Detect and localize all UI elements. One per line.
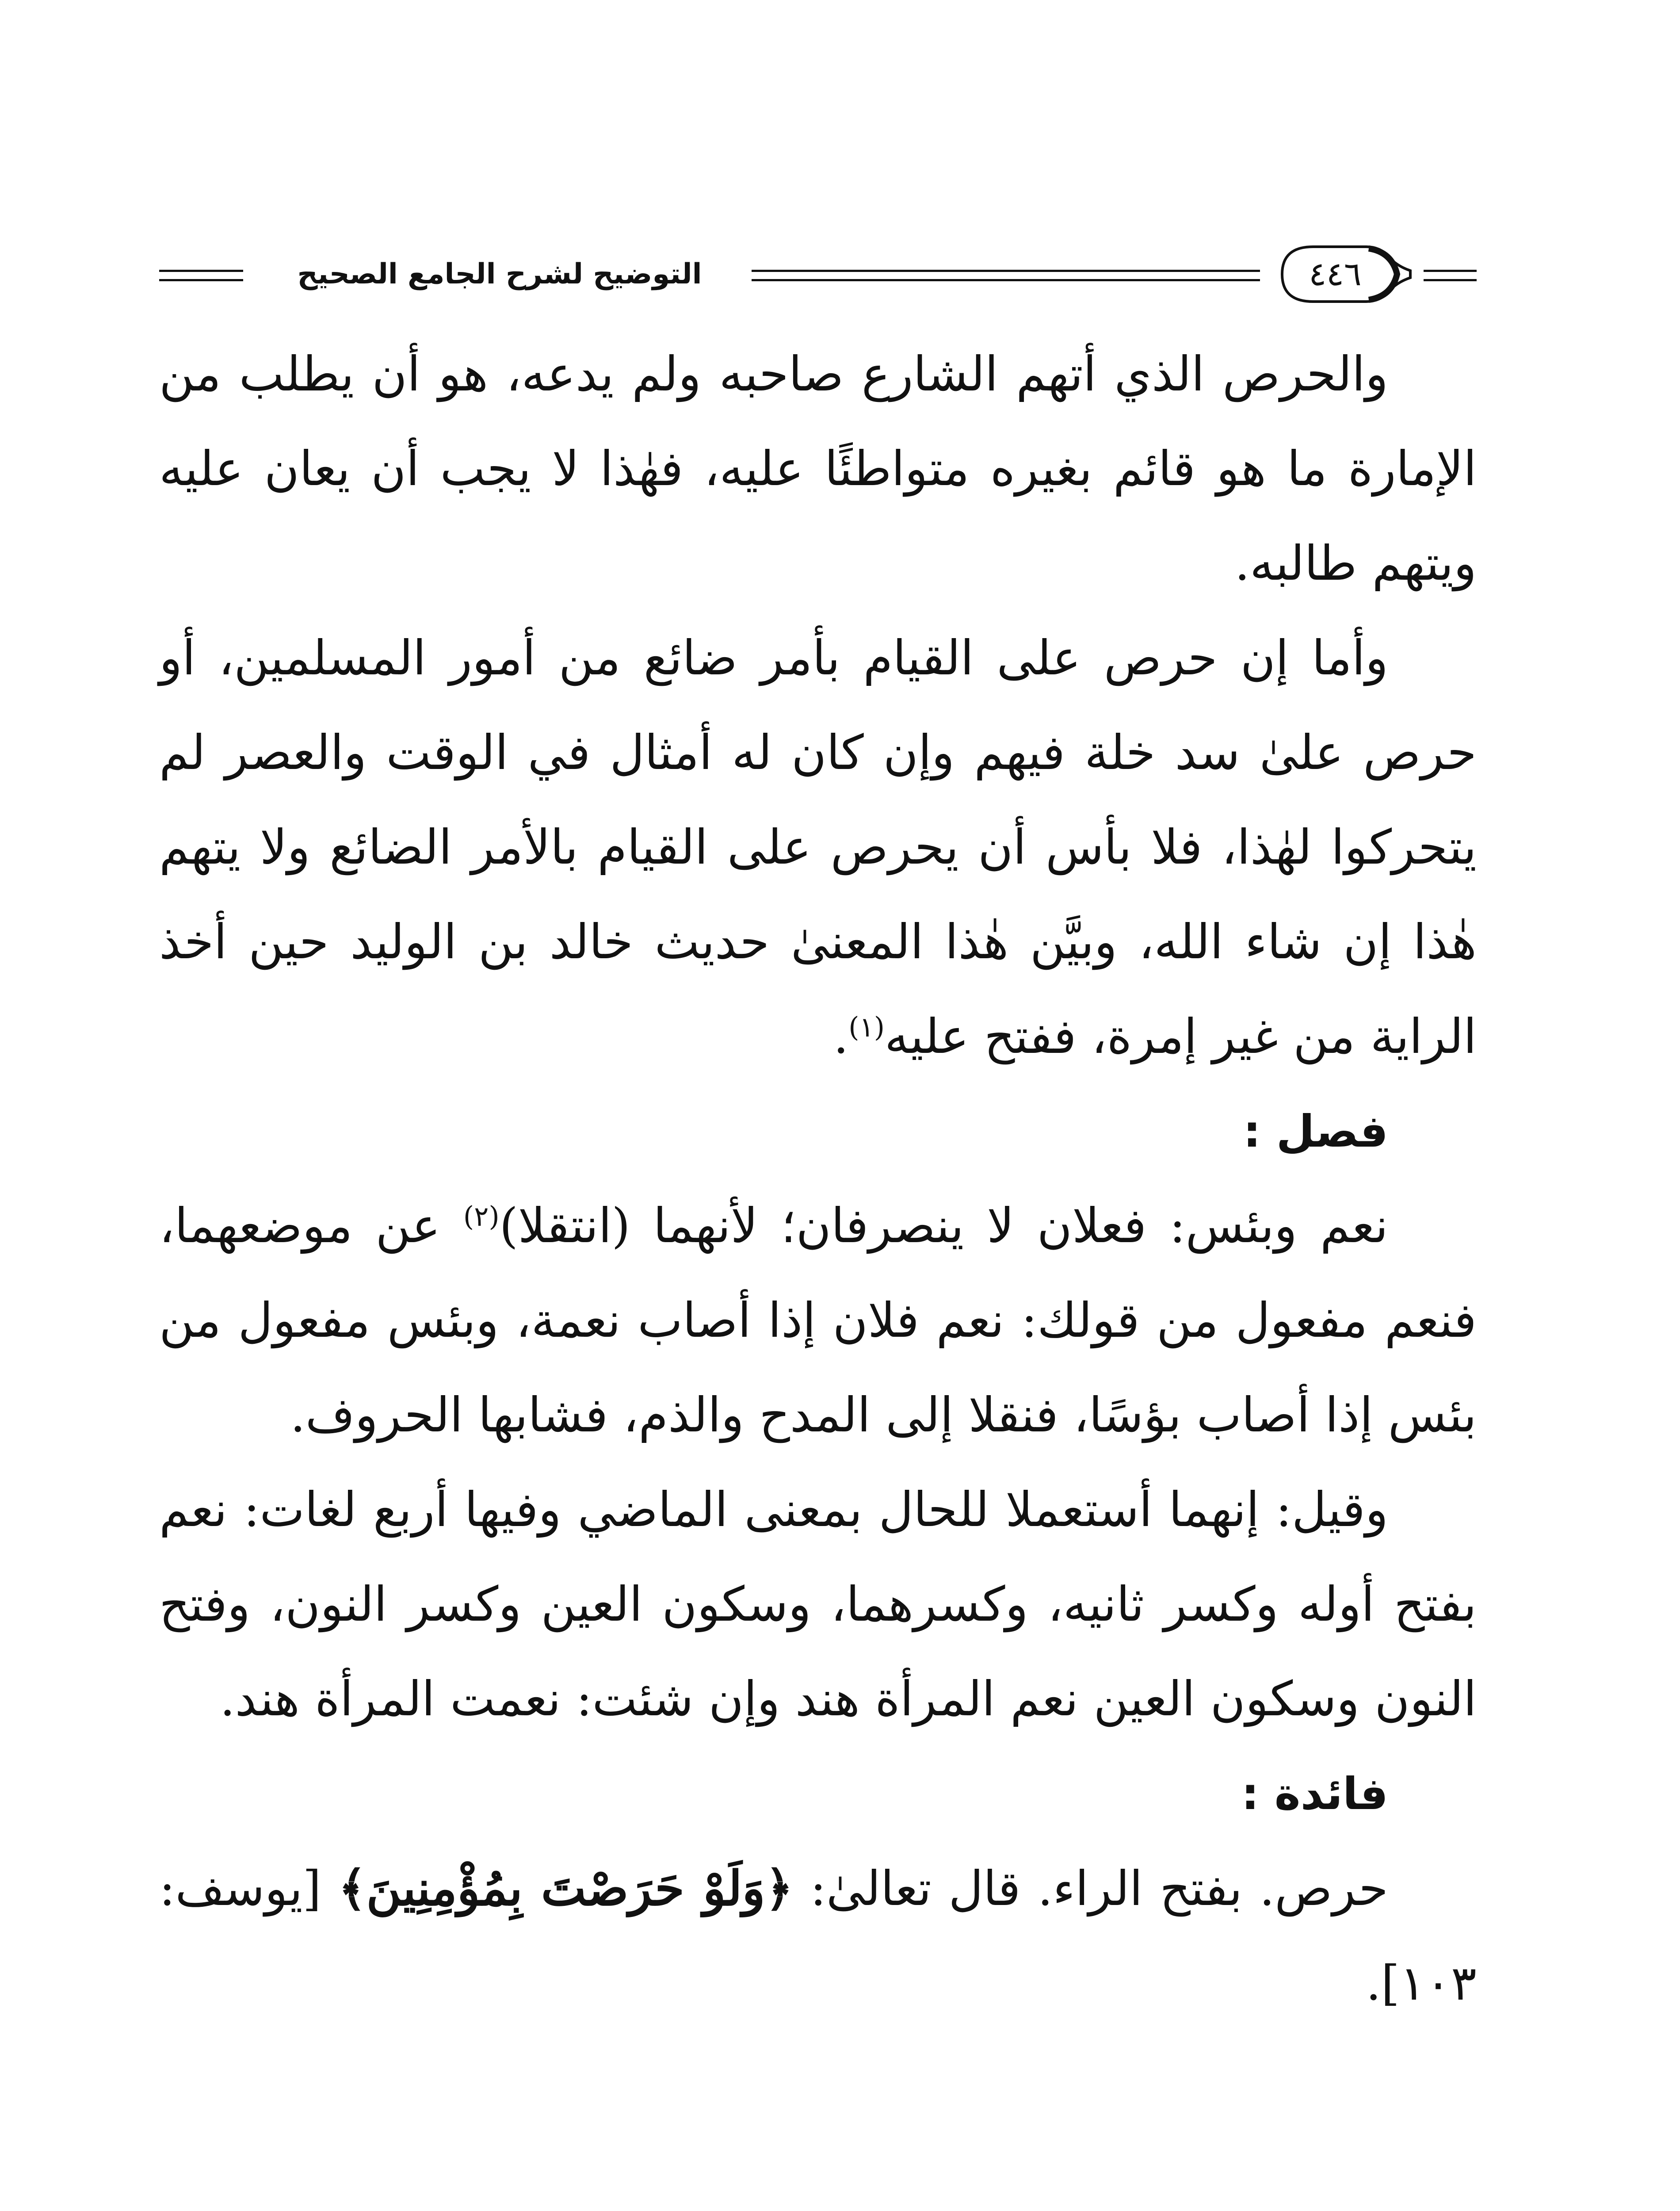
page-header (159, 239, 1477, 314)
header-rule-left (159, 270, 243, 281)
paragraph: والحرص الذي أتهم الشارع صاحبه ولم يدعه، هو أن يطلب من الإمارة ما هو قائم بغيره متواطئًا عليه، فهٰذا لا يجب أن يعان عليه ويتهم طالبه. (159, 347, 1477, 591)
paragraph-end: . (833, 1009, 849, 1064)
book-page (159, 239, 1477, 2211)
main-text (159, 327, 1477, 2031)
footnote-ref[interactable]: (٢) (463, 1200, 500, 1232)
paragraph: وقيل: إنهما أستعملا للحال بمعنى الماضي وفيها أربع لغات: نعم بفتح أوله وكسر ثانيه، وكسرهما، وسكون العين وكسر النون، وفتح النون وسكون العين نعم المرأة هند وإن شئت: نعمت المرأة هند. (159, 1482, 1477, 1727)
quran-quote: ﴿وَلَوْ حَرَصْتَ بِمُؤْمِنِينَ﴾ (338, 1861, 793, 1916)
header-rule-right (1424, 270, 1477, 281)
section-heading: فائدة : (1241, 1768, 1388, 1820)
section-heading: فصل : (1243, 1106, 1388, 1157)
running-title: التوضيح لشرح الجامع الصحيح (297, 258, 702, 291)
paragraph-text: وأما إن حرص على القيام بأمر ضائع من أمور المسلمين، أو حرص علىٰ سد خلة فيهم وإن كان له أمثال في الوقت والعصر لم يتحركوا لهٰذا، فلا بأس أن يحرص على القيام بالأمر الضائع ولا يتهم هٰذا إن شاء الله، وبيَّن هٰذا المعنىٰ حديث خالد بن الوليد حين أخذ الراية من غير إمرة، ففتح عليه (159, 631, 1477, 1064)
header-rule-middle (752, 270, 1260, 281)
paragraph (159, 1179, 1477, 1463)
paragraph-text: حرص. بفتح الراء. قال تعالىٰ: (793, 1861, 1388, 1916)
page-number: ٤٤٦ (1309, 255, 1362, 293)
paragraph (159, 1841, 1477, 2031)
footnote-ref[interactable]: (١) (848, 1011, 885, 1043)
page-number-badge (1264, 239, 1415, 310)
verse-citation: [يوسف: ١٠٣]. (159, 1861, 1477, 2011)
paragraph (159, 611, 1477, 1084)
paragraph-text: عن موضعهما، فنعم مفعول من قولك: نعم فلان إذا أصاب نعمة، وبئس مفعول من بئس إذا أصاب بؤسًا، فنقلا إلى المدح والذم، فشابها الحروف. (159, 1198, 1477, 1443)
paragraph-text: نعم وبئس: فعلان لا ينصرفان؛ لأنهما (انتقلا) (499, 1198, 1388, 1254)
